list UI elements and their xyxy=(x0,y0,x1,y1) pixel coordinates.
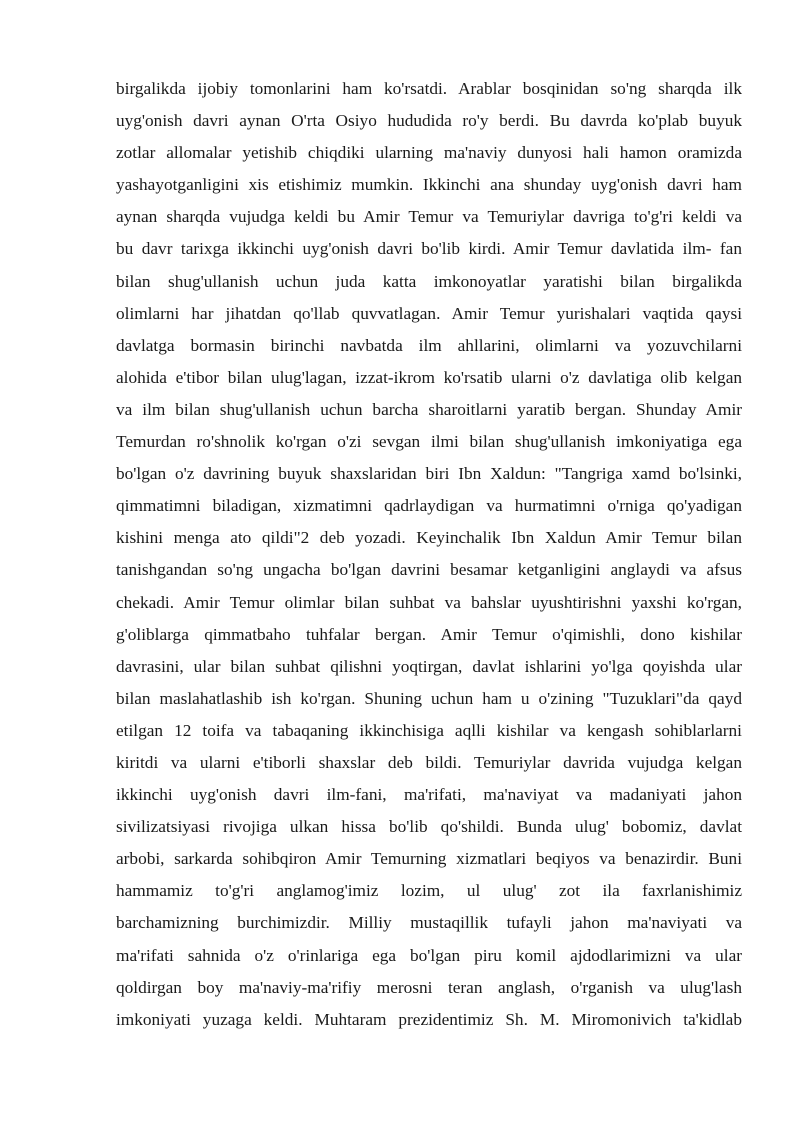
text-line-11: va ilm bilan shug'ullanish uchun barcha sharoitlarni yaratib bergan. Shunday Amir xyxy=(116,399,742,419)
text-line-12: Temurdan ro'shnolik ko'rgan o'zi sevgan ilmi bilan shug'ullanish imkoniyatiga ega xyxy=(116,432,742,452)
text-line-23: ikkinchi uyg'onish davri ilm-fani, ma'rifati, ma'naviyat va madaniyati jahon xyxy=(116,785,742,805)
text-line-1: birgalikda ijobiy tomonlarini ham ko'rsatdi. Arablar bosqinidan so'ng sharqda ilk xyxy=(116,79,742,98)
text-line-4: yashayotganligini xis etishimiz mumkin. Ikkinchi ana shunday uyg'onish davri ham xyxy=(116,175,742,195)
text-line-13: bo'lgan o'z davrining buyuk shaxslaridan biri Ibn Xaldun: "Tangriga xamd bo'lsinki, xyxy=(116,464,742,484)
text-line-21: etilgan 12 toifa va tabaqaning ikkinchisiga aqlli kishilar va kengash sohiblarlarni xyxy=(116,720,742,740)
text-line-3: zotlar allomalar yetishib chiqdiki ularning ma'naviy dunyosi hali hamon oramizda xyxy=(116,143,742,163)
text-line-25: arbobi, sarkarda sohibqiron Amir Temurning xizmatlari beqiyos va benazirdir. Buni xyxy=(116,849,742,869)
text-line-16: tanishgandan so'ng ungacha bo'lgan davrini besamar ketganligini anglaydi va afsus xyxy=(116,560,742,580)
text-line-28: ma'rifati sahnida o'z o'rinlariga ega bo'lgan piru komil ajdodlarimizni va ular xyxy=(116,945,742,965)
text-line-6: bu davr tarixga ikkinchi uyg'onish davri bo'lib kirdi. Amir Temur davlatida ilm- fan xyxy=(116,239,742,259)
text-line-7: bilan shug'ullanish uchun juda katta imkonoyatlar yaratishi bilan birgalikda xyxy=(116,271,742,291)
text-line-14: qimmatimni biladigan, xizmatimni qadrlaydigan va hurmatimni o'rniga qo'yadigan xyxy=(116,496,742,516)
text-line-10: alohida e'tibor bilan ulug'lagan, izzat-ikrom ko'rsatib ularni o'z davlatiga olib kelgan xyxy=(116,367,742,387)
text-line-30: imkoniyati yuzaga keldi. Muhtaram prezidentimiz Sh. M. Miromonivich ta'kidlab xyxy=(116,1009,742,1029)
document-body xyxy=(116,73,742,1036)
text-line-22: kiritdi va ularni e'tiborli shaxslar deb bildi. Temuriylar davrida vujudga kelgan xyxy=(116,752,742,772)
text-line-19: davrasini, ular bilan suhbat qilishni yoqtirgan, davlat ishlarini yo'lga qoyishda ular xyxy=(116,656,742,676)
text-line-15: kishini menga ato qildi"2 deb yozadi. Keyinchalik Ibn Xaldun Amir Temur bilan xyxy=(116,528,742,548)
text-line-9: davlatga bormasin birinchi navbatda ilm ahllarini, olimlarni va yozuvchilarni xyxy=(116,335,742,355)
text-line-8: olimlarni har jihatdan qo'llab quvvatlagan. Amir Temur yurishalari vaqtida qaysi xyxy=(116,303,742,323)
text-line-5: aynan sharqda vujudga keldi bu Amir Temur va Temuriylar davriga to'g'ri keldi va xyxy=(116,207,742,227)
text-line-26: hammamiz to'g'ri anglamog'imiz lozim, ul ulug' zot ila faxrlanishimiz xyxy=(116,881,742,901)
text-line-20: bilan maslahatlashib ish ko'rgan. Shuning uchun ham u o'zining "Tuzuklari"da qayd xyxy=(116,688,742,708)
text-line-18: g'oliblarga qimmatbaho tuhfalar bergan. Amir Temur o'qimishli, dono kishilar xyxy=(116,624,742,644)
text-line-27: barchamizning burchimizdir. Milliy mustaqillik tufayli jahon ma'naviyati va xyxy=(116,913,742,933)
text-line-24: sivilizatsiyasi rivojiga ulkan hissa bo'lib qo'shildi. Bunda ulug' bobomiz, davlat xyxy=(116,817,742,837)
text-line-2: uyg'onish davri aynan O'rta Osiyo hududida ro'y berdi. Bu davrda ko'plab buyuk xyxy=(116,111,742,131)
text-line-29: qoldirgan boy ma'naviy-ma'rifiy merosni teran anglash, o'rganish va ulug'lash xyxy=(116,977,742,997)
text-line-17: chekadi. Amir Temur olimlar bilan suhbat va bahslar uyushtirishni yaxshi ko'rgan, xyxy=(116,592,742,612)
